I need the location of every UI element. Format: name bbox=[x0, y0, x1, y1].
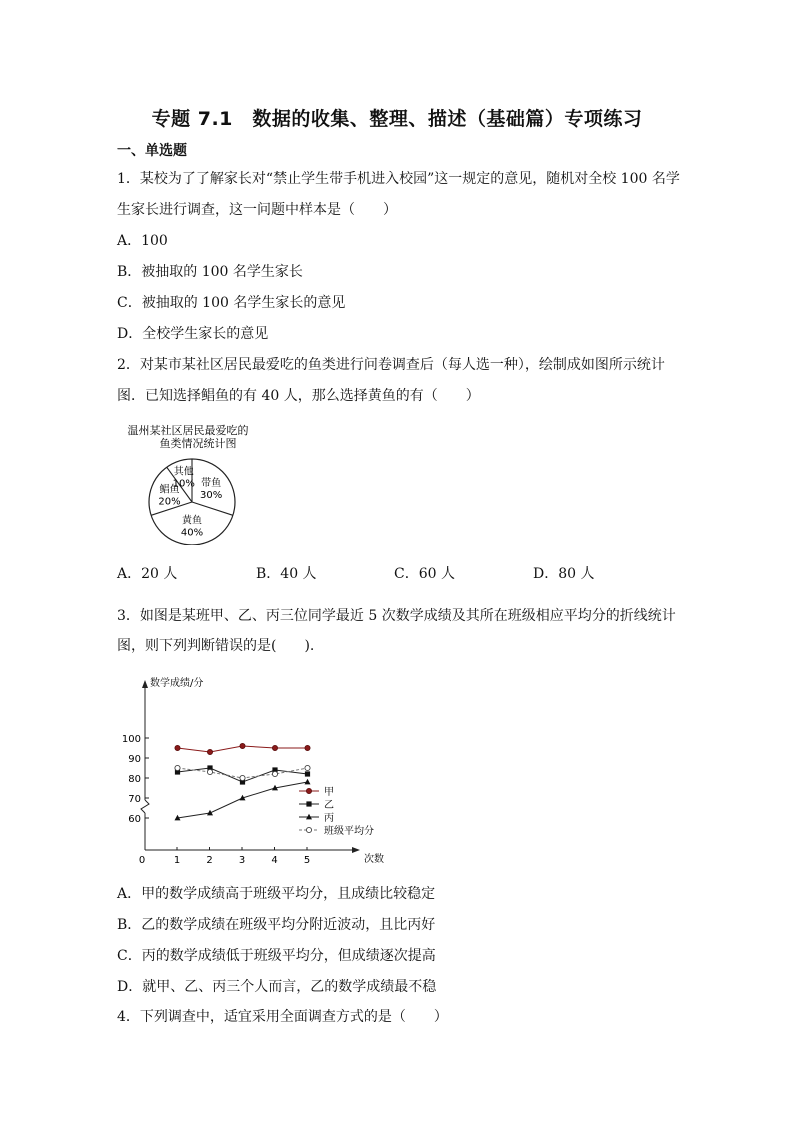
q2-option-a[interactable]: A．20 人 bbox=[117, 566, 178, 582]
pie-slice-label-2: 20% bbox=[158, 496, 181, 508]
pie-slice-label-3: 10% bbox=[172, 478, 195, 490]
q3-option-a[interactable]: A．甲的数学成绩高于班级平均分，且成绩比较稳定 bbox=[117, 886, 436, 902]
legend-label-2: 丙 bbox=[324, 813, 334, 824]
series-3-point-1 bbox=[207, 769, 212, 774]
pie-title: 温州某社区居民最爱吃的 bbox=[127, 424, 249, 437]
pie-chart bbox=[118, 420, 278, 545]
series-3-point-0 bbox=[175, 765, 180, 770]
q1-option-c[interactable]: C．被抽取的 100 名学生家长的意见 bbox=[117, 295, 346, 311]
q1-option-a[interactable]: A．100 bbox=[117, 233, 168, 249]
pie-slice-name-2: 鲳鱼 bbox=[159, 484, 180, 496]
series-3-point-3 bbox=[272, 771, 277, 776]
pie-slice-name-0: 带鱼 bbox=[201, 478, 222, 490]
q3-option-b[interactable]: B．乙的数学成绩在班级平均分附近波动，且比丙好 bbox=[117, 917, 436, 933]
series-0-point-1 bbox=[207, 749, 212, 754]
page-title: 专题 7.1 数据的收集、整理、描述（基础篇）专项练习 bbox=[151, 108, 643, 130]
y-tick-label-2: 80 bbox=[128, 774, 141, 785]
x-tick-label-2: 2 bbox=[206, 855, 213, 866]
y-tick-label-1: 70 bbox=[128, 794, 141, 805]
series-0-point-0 bbox=[175, 745, 180, 750]
x-tick-label-5: 5 bbox=[303, 855, 311, 866]
section-heading: 一、单选题 bbox=[117, 143, 187, 159]
pie-slice-label-0: 30% bbox=[199, 490, 223, 502]
q2-option-b[interactable]: B．40 人 bbox=[256, 566, 317, 582]
legend-marker-1 bbox=[306, 801, 311, 806]
y-axis-break bbox=[141, 800, 149, 813]
legend-marker-0 bbox=[306, 788, 311, 793]
x-tick-label-4: 4 bbox=[271, 855, 278, 866]
pie-subtitle: 鱼类情况统计图 bbox=[159, 437, 237, 450]
q2-option-c[interactable]: C．60 人 bbox=[394, 566, 455, 582]
y-axis-arrow bbox=[142, 680, 148, 688]
q1-line2: 生家长进行调查，这一问题中样本是（ ） bbox=[117, 202, 397, 218]
series-2-point-4 bbox=[305, 779, 311, 785]
series-2-point-1 bbox=[207, 810, 213, 816]
series-0-point-2 bbox=[240, 743, 245, 748]
q4-line1: 4．下列调查中，适宜采用全面调查方式的是（ ） bbox=[117, 1009, 448, 1025]
legend-label-0: 甲 bbox=[324, 787, 334, 798]
legend-label-1: 乙 bbox=[324, 800, 334, 811]
series-1-point-4 bbox=[305, 771, 310, 776]
series-3-point-4 bbox=[305, 765, 310, 770]
q2-line1: 2．对某市某社区居民最爱吃的鱼类进行问卷调查后（每人选一种），绘制成如图所示统计 bbox=[117, 357, 665, 373]
q3-line2: 图，则下列判断错误的是( ). bbox=[117, 638, 315, 654]
q1-line1: 1．某校为了了解家长对“禁止学生带手机进入校园”这一规定的意见，随机对全校 100 名学 bbox=[117, 171, 680, 187]
q2-option-d[interactable]: D．80 人 bbox=[533, 566, 595, 582]
x-tick-label-1: 1 bbox=[173, 855, 181, 866]
legend-marker-3 bbox=[306, 827, 311, 832]
x-tick-label-0: 0 bbox=[138, 855, 146, 866]
q2-line2: 图．已知选择鲳鱼的有 40 人，那么选择黄鱼的有（ ） bbox=[117, 388, 480, 404]
x-axis-label: 次数 bbox=[364, 854, 384, 865]
line-chart bbox=[118, 668, 398, 868]
legend-label-3: 班级平均分 bbox=[324, 826, 374, 837]
pie-slice-name-3: 其他 bbox=[173, 466, 194, 478]
y-tick-label-0: 60 bbox=[128, 814, 141, 825]
y-tick-label-4: 100 bbox=[121, 734, 141, 745]
q1-option-d[interactable]: D．全校学生家长的意见 bbox=[117, 326, 269, 342]
y-axis-label: 数学成绩/分 bbox=[150, 678, 204, 689]
q1-option-b[interactable]: B．被抽取的 100 名学生家长 bbox=[117, 264, 303, 280]
q3-option-c[interactable]: C．丙的数学成绩低于班级平均分，但成绩逐次提高 bbox=[117, 948, 436, 964]
pie-slice-name-1: 黄鱼 bbox=[182, 515, 202, 527]
x-tick-label-3: 3 bbox=[238, 855, 246, 866]
pie-slice-label-1: 40% bbox=[180, 527, 204, 539]
q3-option-d[interactable]: D．就甲、乙、丙三个人而言，乙的数学成绩最不稳 bbox=[117, 979, 437, 995]
q3-line1: 3．如图是某班甲、乙、丙三位同学最近 5 次数学成绩及其所在班级相应平均分的折线统计 bbox=[117, 608, 676, 624]
series-3-point-2 bbox=[240, 775, 245, 780]
series-0-point-4 bbox=[305, 745, 310, 750]
y-tick-label-3: 90 bbox=[128, 754, 141, 765]
series-0-point-3 bbox=[272, 745, 277, 750]
x-axis-arrow bbox=[352, 847, 360, 853]
